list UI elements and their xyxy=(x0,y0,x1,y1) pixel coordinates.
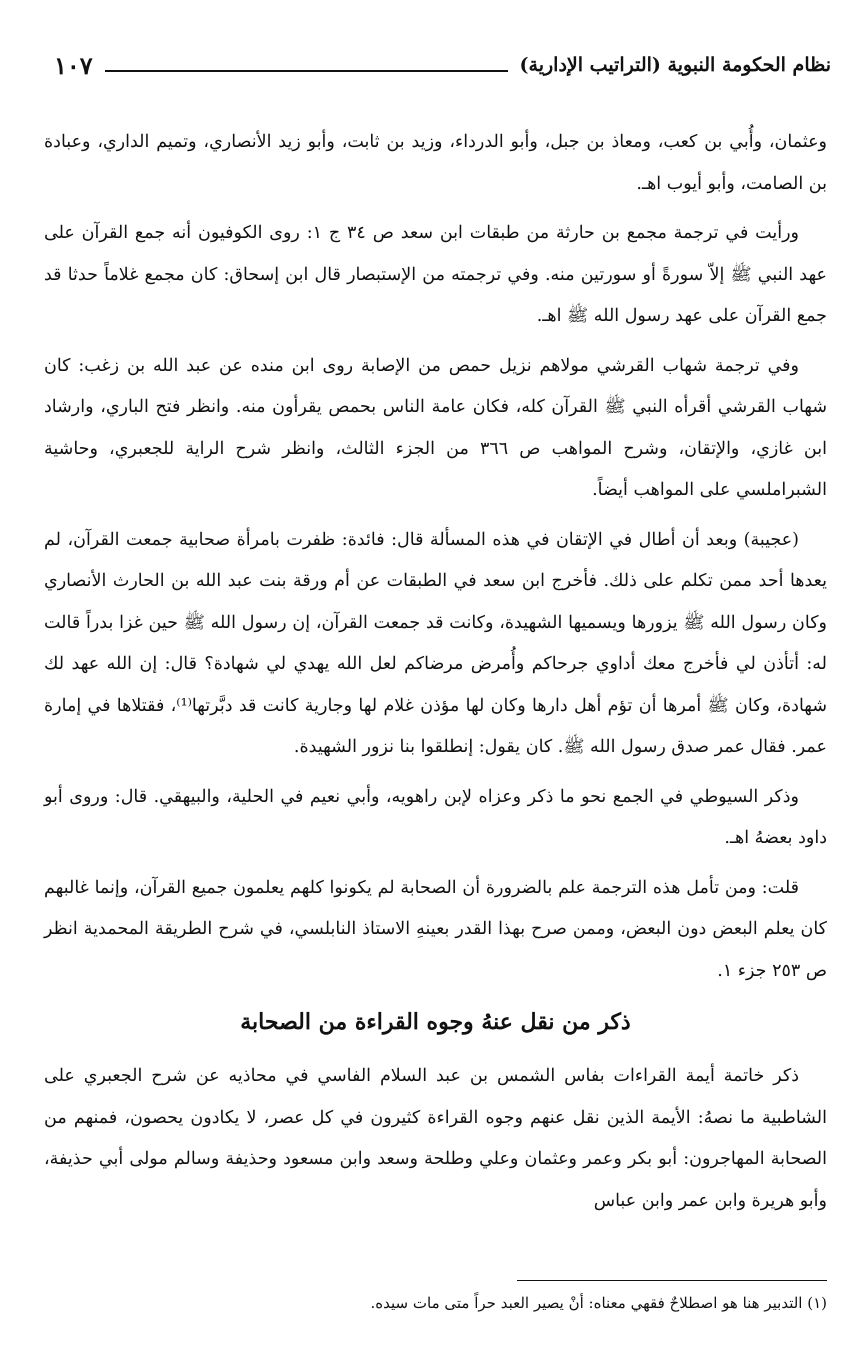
header-rule xyxy=(105,70,508,72)
footnote-rule xyxy=(517,1280,827,1281)
paragraph: قلت: ومن تأمل هذه الترجمة علم بالضرورة أن الصحابة لم يكونوا كلهم يعلمون جميع القرآن، وإنما غالبهم كان يعلم البعض دون البعض، وممن صرح بهذا القدر بعينهِ الاستاذ النابلسي، في شرح الطريقة المحمدية انظر ص ٢٥٣ جزء ١. xyxy=(44,877,827,981)
paragraph: وذكر السيوطي في الجمع نحو ما ذكر وعزاه لإبن راهويه، وأبي نعيم في الحلية، والبيهقي. قال: وروى أبو داود بعضهُ اهـ. xyxy=(44,786,827,848)
paragraph: ورأيت في ترجمة مجمع بن حارثة من طبقات ابن سعد ص ٣٤ ج ١: روى الكوفيون أنه جمع القرآن على عهد النبي ﷺ إلاّ سورةً أو سورتين منه. وفي ترجمته من الإستبصار قال ابن إسحاق: كان مجمع غلاماً حدثا قد جمع القرآن على عهد رسول الله ﷺ اهـ. xyxy=(44,223,827,326)
paragraph: ذكر خاتمة أيمة القراءات بفاس الشمس بن عبد السلام الفاسي في محاذيه عن شرح الجعبري على الشاطبية ما نصهُ: الأيمة الذين نقل عنهم وجوه القراءة كثيرون في كل عصر، لا يكادون يحصون، فمنهم من الصحابة المهاجرون: أبو بكر وعمر وعثمان وعلي وطلحة وسعد وابن مسعود وحذيفة وسالم مولى أبي حذيفة، وأبو هريرة وابن عمر وابن عباس xyxy=(44,1066,827,1211)
section-heading: ذكر من نقل عنهُ وجوه القراءة من الصحابة xyxy=(240,1009,631,1035)
running-header xyxy=(54,48,831,82)
footnote: (١) التدبير هنا هو اصطلاحٌ فقهي معناه: أنْ يصير العبد حراً متى مات سيده. xyxy=(370,1294,827,1312)
paragraph: وعثمان، وأُبي بن كعب، ومعاذ بن جبل، وأبو الدرداء، وزيد بن ثابت، وأبو زيد الأنصاري، وتميم الداري، وعبادة بن الصامت، وأبو أيوب اهـ. xyxy=(44,132,827,194)
paragraph: (عجيبة) وبعد أن أطال في الإتقان في هذه المسألة قال: فائدة: ظفرت بامرأة صحابية جمعت القرآن، لم يعدها أحد ممن تكلم على ذلك. فأخرج ابن سعد في الطبقات عن أم ورقة بنت عبد الله بن الحارث الأنصاري وكان رسول الله ﷺ يزورها ويسميها الشهيدة، وكانت قد جمعت القرآن، إن رسول الله ﷺ حين غزا بدراً قالت له: أتأذن لي فأخرج معك أداوي جرحاكم وأُمرض مرضاكم لعل الله يهدي لي شهادة؟ قال: إن الله عهد لك شهادة، وكان ﷺ أمرها أن تؤم أهل دارها وكان لها مؤذن غلام لها وجارية كانت قد دبَّرتها⁽¹⁾، فقتلاها في إمارة عمر. فقال عمر صدق رسول الله ﷺ. كان يقول: إنطلقوا بنا نزور الشهيدة. xyxy=(44,529,828,757)
body-text xyxy=(44,122,827,1230)
page-number: ١٠٧ xyxy=(54,50,93,80)
paragraph: وفي ترجمة شهاب القرشي مولاهم نزيل حمص من الإصابة روى ابن منده عن عبد الله بن زغب: كان شهاب القرشي أقرأه النبي ﷺ القرآن كله، فكان عامة الناس بحمص يقرأون منه. وانظر فتح الباري، وارشاد ابن غازي، والإتقان، وشرح المواهب ص ٣٦٦ من الجزء الثالث، وانظر شرح الراية للجعبري، وحاشية الشبراملسي على المواهب أيضاً. xyxy=(44,355,827,500)
running-title: نظام الحكومة النبوية (التراتيب الإدارية) xyxy=(519,54,831,76)
